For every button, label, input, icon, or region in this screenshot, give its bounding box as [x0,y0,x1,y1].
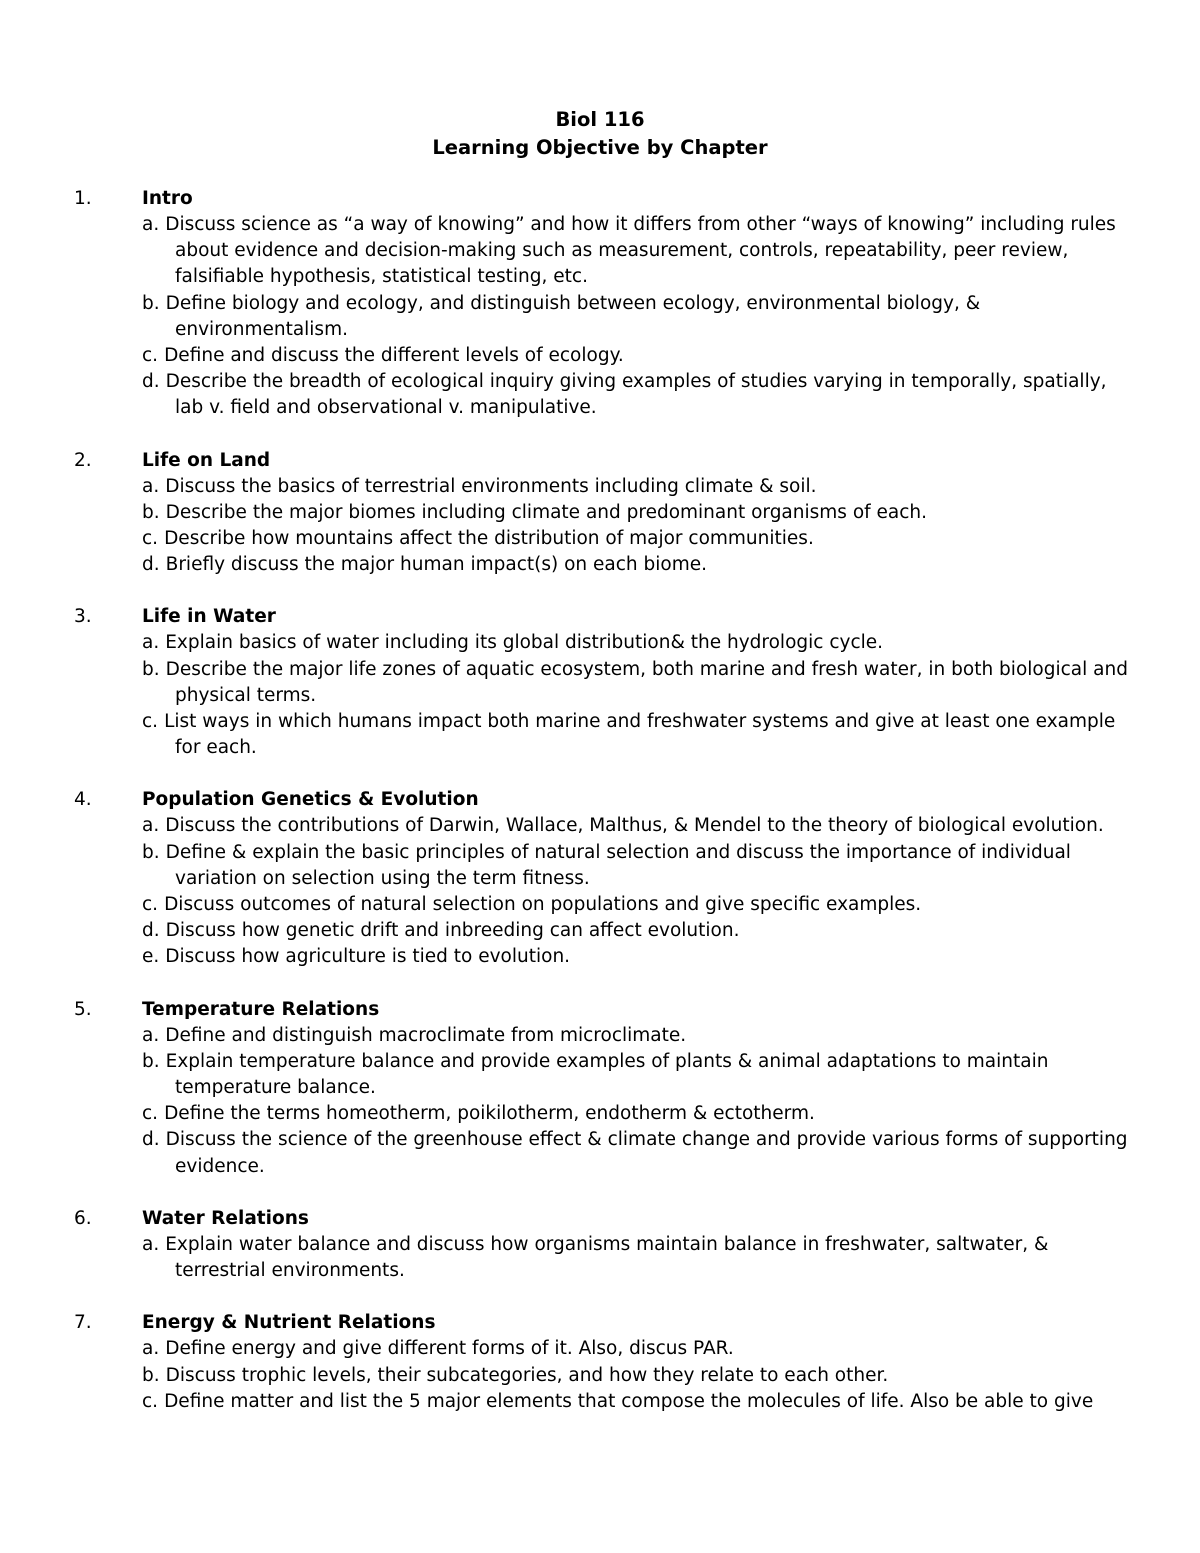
objective-item [74,1101,1134,1127]
objective-item [74,1049,1134,1101]
objective-text: Discuss science as “a way of knowing” and how it differs from other “ways of knowing” including rules about evidence and decision-making such as measurement, controls, repeatability, peer review, falsifiable hypothesis, statistical testing, etc. [165,214,1116,288]
chapter-number: 4. [74,789,92,811]
chapter-number: 6. [74,1207,92,1229]
objective-letter: e. [142,946,160,968]
chapter-title: Life in Water [142,606,276,628]
chapter-number: 7. [74,1312,92,1334]
objective-letter: a. [142,214,160,235]
objective-item [74,630,1134,656]
objective-text: Define and discuss the different levels of ecology. [164,345,624,367]
objective-item [74,709,1134,761]
objective-letter: d. [142,554,160,576]
objective-letter: b. [142,841,160,863]
objective-letter: c. [142,528,159,550]
objective-text: Describe the breadth of ecological inquiry giving examples of studies varying in temporally, spatially, lab v. field and observational v. manipulative. [165,371,1107,419]
objective-text: Discuss trophic levels, their subcategories, and how they relate to each other. [165,1364,889,1386]
objective-item [74,944,1134,970]
objective-item [74,657,1134,709]
document-header [0,106,1200,162]
chapter-number: 1. [74,188,92,209]
objective-letter: a. [142,1338,160,1360]
chapter-section [74,787,1134,970]
chapter-heading [74,448,1134,474]
objective-letter: c. [142,894,159,916]
objective-letter: a. [142,1233,160,1255]
chapter-section [74,1310,1134,1415]
objective-text: Explain temperature balance and provide examples of plants & animal adaptations to maintain temperature balance. [165,1050,1049,1099]
objective-text: Define energy and give different forms of it. Also, discus PAR. [165,1338,734,1360]
objective-letter: b. [142,501,160,523]
objective-letter: a. [142,1024,160,1046]
course-title: Biol 116 [555,108,645,131]
objective-text: Describe how mountains affect the distribution of major communities. [164,528,814,550]
objective-text: Describe the major life zones of aquatic ecosystem, both marine and fresh water, in both biological and physical terms. [165,658,1128,706]
objective-item [74,840,1134,892]
objective-item [74,343,1134,369]
objective-text: Discuss the science of the greenhouse effect & climate change and provide various forms of supporting evidence. [165,1129,1128,1177]
chapter-heading [74,1206,1134,1232]
objective-item [74,813,1134,839]
objective-letter: b. [142,1050,160,1072]
chapter-heading [74,997,1134,1023]
objective-item [74,291,1134,343]
objective-item [74,1336,1134,1362]
objective-text: Discuss how genetic drift and inbreeding can affect evolution. [165,920,740,942]
objective-item [74,1232,1134,1284]
objective-item [74,552,1134,578]
objective-list [74,212,1134,422]
objective-text: Briefly discuss the major human impact(s) on each biome. [165,554,707,576]
objective-text: Explain basics of water including its global distribution& the hydrologic cycle. [165,632,884,654]
objective-list [74,630,1134,761]
chapter-heading [74,787,1134,813]
chapter-title: Life on Land [142,449,271,471]
objective-list [74,1023,1134,1180]
objective-item [74,1127,1134,1179]
chapter-heading [74,604,1134,630]
document-subtitle: Learning Objective by Chapter [432,136,768,159]
objective-letter: a. [142,475,160,497]
objective-item [74,1023,1134,1049]
chapter-title: Energy & Nutrient Relations [142,1312,436,1334]
objective-text: Discuss outcomes of natural selection on populations and give specific examples. [164,894,922,916]
chapter-list [74,186,1134,1441]
objective-text: Define matter and list the 5 major elements that compose the molecules of life. Also be able to give [164,1390,1094,1412]
objective-text: Discuss the contributions of Darwin, Wallace, Malthus, & Mendel to the theory of biological evolution. [165,815,1104,837]
objective-item [74,500,1134,526]
objective-letter: c. [142,1103,159,1125]
objective-letter: d. [142,920,160,942]
chapter-title: Population Genetics & Evolution [142,789,479,811]
objective-text: List ways in which humans impact both marine and freshwater systems and give at least one example for each. [164,711,1116,759]
chapter-title: Water Relations [142,1207,309,1229]
chapter-heading [74,186,1134,212]
objective-item [74,526,1134,552]
objective-letter: c. [142,711,159,733]
chapter-heading [74,1310,1134,1336]
chapter-title: Temperature Relations [142,998,380,1020]
objective-list [74,474,1134,579]
objective-item [74,212,1134,291]
chapter-section [74,604,1134,761]
objective-text: Define & explain the basic principles of natural selection and discuss the importance of individual variation on selection using the term fitness. [165,841,1071,889]
objective-item [74,369,1134,421]
objective-letter: c. [142,345,159,367]
objective-letter: b. [142,658,160,680]
chapter-section [74,997,1134,1180]
objective-list [74,813,1134,970]
objective-item [74,1363,1134,1389]
chapter-number: 5. [74,998,92,1020]
objective-letter: d. [142,1129,160,1151]
objective-text: Explain water balance and discuss how organisms maintain balance in freshwater, saltwater, & terrestrial environments. [165,1233,1049,1282]
objective-text: Define the terms homeotherm, poikilotherm, endotherm & ectotherm. [164,1103,815,1125]
objective-letter: c. [142,1390,159,1412]
objective-text: Define biology and ecology, and distinguish between ecology, environmental biology, & environmentalism. [165,292,981,340]
chapter-section [74,448,1134,579]
chapter-section [74,186,1134,422]
objective-item [74,918,1134,944]
objective-text: Discuss how agriculture is tied to evolution. [165,946,571,968]
objective-letter: d. [142,371,160,393]
objective-list [74,1336,1134,1415]
objective-item [74,892,1134,918]
objective-text: Describe the major biomes including climate and predominant organisms of each. [165,501,928,523]
chapter-section [74,1206,1134,1284]
objective-item [74,1389,1134,1415]
objective-text: Discuss the basics of terrestrial environments including climate & soil. [165,475,817,497]
objective-letter: a. [142,632,160,654]
objective-item [74,474,1134,500]
chapter-number: 3. [74,606,92,628]
objective-list [74,1232,1134,1284]
objective-letter: b. [142,1364,160,1386]
objective-letter: b. [142,292,160,314]
chapter-title: Intro [142,188,193,209]
objective-letter: a. [142,815,160,837]
chapter-number: 2. [74,449,92,471]
objective-text: Define and distinguish macroclimate from microclimate. [165,1024,687,1046]
